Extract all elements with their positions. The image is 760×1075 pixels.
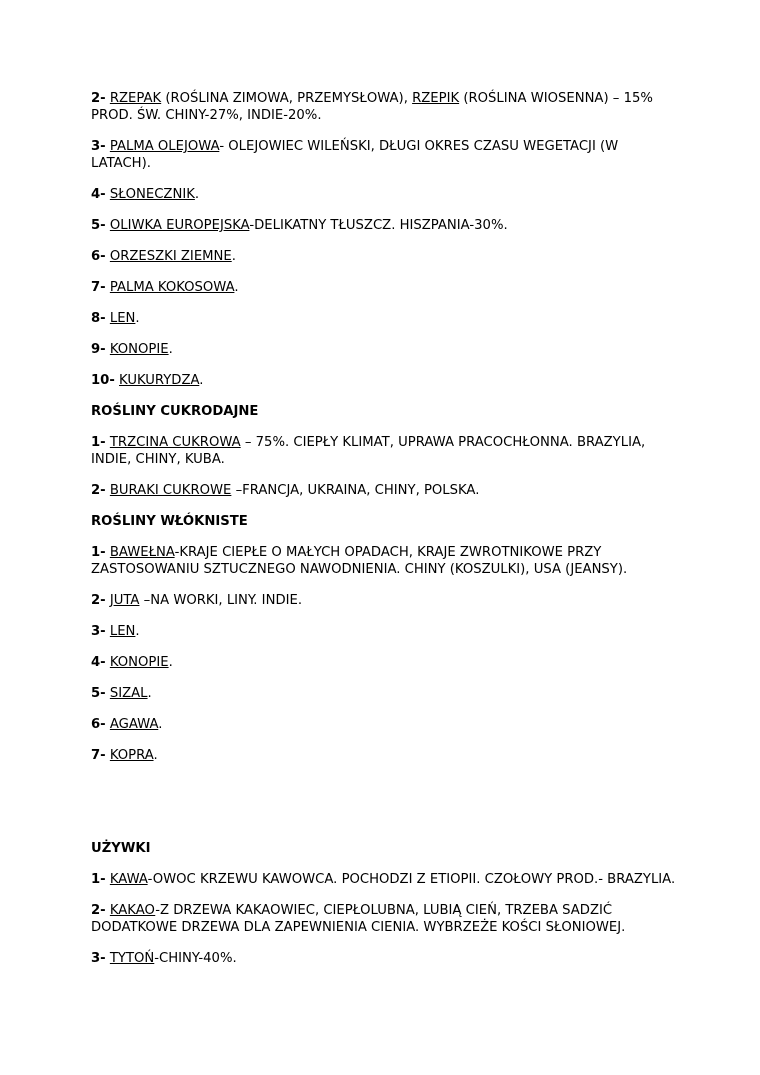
item-number: 6- [91, 717, 106, 732]
item-text: . [194, 187, 200, 202]
list-item [91, 372, 681, 389]
plant-name: LEN [109, 624, 136, 639]
plant-name: ORZESZKI ZIEMNE [109, 249, 232, 264]
item-text: -CHINY-40%. [154, 951, 237, 966]
item-number: 3- [91, 951, 106, 966]
list-item [91, 544, 681, 578]
list-item [91, 310, 681, 327]
item-text: -OWOC KRZEWU KAWOWCA. POCHODZI Z ETIOPII. CZOŁOWY PROD.- BRAZYLIA. [147, 872, 676, 887]
item-number: 8- [91, 311, 106, 326]
list-item [91, 902, 681, 936]
item-text: . [135, 311, 140, 326]
item-text: . [168, 655, 173, 670]
item-number: 4- [91, 655, 106, 670]
item-text: . [158, 717, 163, 732]
oil-plants-list [91, 90, 681, 389]
item-text: – 75%. CIEPŁY KLIMAT, UPRAWA PRACOCHŁONNA. BRAZYLIA, INDIE, CHINY, KUBA. [91, 435, 646, 467]
item-number: 7- [91, 748, 106, 763]
plant-name: LEN [109, 311, 136, 326]
item-number: 3- [91, 139, 106, 154]
list-item [91, 871, 681, 888]
plant-name: KONOPIE [109, 655, 169, 670]
plant-name: TYTOŃ [109, 951, 155, 966]
section-heading-stimulants: UŻYWKI [91, 841, 151, 856]
item-text: . [153, 748, 158, 763]
item-text: . [231, 249, 236, 264]
list-item [91, 90, 681, 124]
item-text: -KRAJE CIEPŁE O MAŁYCH OPADACH, KRAJE ZWROTNIKOWE PRZY ZASTOSOWANIU SZTUCZNEGO NAWODNIENIA. CHINY (KOSZULKI), USA (JEANSY). [91, 545, 628, 577]
item-text: (ROŚLINA WIOSENNA) – 15% PROD. ŚW. CHINY-27%, INDIE-20%. [91, 91, 653, 123]
list-item [91, 950, 681, 967]
list-item [91, 248, 681, 265]
item-number: 2- [91, 483, 106, 498]
item-text: - OLEJOWIEC WILEŃSKI, DŁUGI OKRES CZASU WEGETACJI (W LATACH). [91, 139, 619, 171]
section-heading-fiber: ROŚLINY WŁÓKNISTE [91, 514, 248, 529]
item-text: (ROŚLINA ZIMOWA, PRZEMYSŁOWA), [161, 91, 413, 106]
item-text: . [168, 342, 173, 357]
item-text: -Z DRZEWA KAKAOWIEC, CIEPŁOLUBNA, LUBIĄ CIEŃ, TRZEBA SADZIĆ DODATKOWE DRZEWA DLA ZAPEWNIENIA CIENIA. WYBRZEŻE KOŚCI SŁONIOWEJ. [91, 903, 626, 935]
plant-name: PALMA OLEJOWA [109, 139, 220, 154]
item-number: 10- [91, 373, 115, 388]
item-text: . [234, 280, 239, 295]
item-text: . [135, 624, 140, 639]
plant-name: SŁONECZNIK [109, 187, 195, 202]
item-text: -DELIKATNY TŁUSZCZ. HISZPANIA-30%. [249, 218, 508, 233]
fiber-plants-list [91, 544, 681, 764]
plant-name: KUKURYDZA [119, 373, 200, 388]
plant-name: JUTA [109, 593, 140, 608]
list-item [91, 341, 681, 358]
section-heading-sugar: ROŚLINY CUKRODAJNE [91, 404, 259, 419]
list-item [91, 685, 681, 702]
plant-name: BAWEŁNA [109, 545, 175, 560]
plant-name: KAKAO [109, 903, 156, 918]
plant-name: PALMA KOKOSOWA [109, 280, 235, 295]
list-item [91, 654, 681, 671]
item-text: –NA WORKI, LINY. INDIE. [139, 593, 303, 608]
plant-name: OLIWKA EUROPEJSKA [109, 218, 250, 233]
list-item [91, 592, 681, 609]
list-item [91, 279, 681, 296]
plant-name: AGAWA [109, 717, 159, 732]
item-number: 1- [91, 872, 106, 887]
item-number: 3- [91, 624, 106, 639]
item-number: 1- [91, 435, 106, 450]
stimulants-list [91, 871, 681, 967]
plant-name: KONOPIE [109, 342, 169, 357]
document-page [91, 90, 681, 967]
plant-name: SIZAL [109, 686, 148, 701]
list-item [91, 716, 681, 733]
item-number: 2- [91, 903, 106, 918]
plant-name: RZEPIK [412, 91, 460, 106]
list-item [91, 217, 681, 234]
item-number: 5- [91, 686, 106, 701]
item-text: . [147, 686, 152, 701]
item-number: 7- [91, 280, 106, 295]
item-number: 6- [91, 249, 106, 264]
item-text: . [199, 373, 204, 388]
plant-name: BURAKI CUKROWE [109, 483, 232, 498]
item-number: 2- [91, 593, 106, 608]
plant-name: RZEPAK [109, 91, 162, 106]
plant-name: KAWA [109, 872, 148, 887]
list-item [91, 434, 681, 468]
list-item [91, 747, 681, 764]
sugar-plants-list [91, 434, 681, 499]
item-text: –FRANCJA, UKRAINA, CHINY, POLSKA. [231, 483, 480, 498]
item-number: 5- [91, 218, 106, 233]
list-item [91, 186, 681, 203]
item-number: 9- [91, 342, 106, 357]
list-item [91, 482, 681, 499]
list-item [91, 623, 681, 640]
list-item [91, 138, 681, 172]
item-number: 2- [91, 91, 106, 106]
item-number: 4- [91, 187, 106, 202]
item-number: 1- [91, 545, 106, 560]
plant-name: TRZCINA CUKROWA [109, 435, 241, 450]
plant-name: KOPRA [109, 748, 154, 763]
